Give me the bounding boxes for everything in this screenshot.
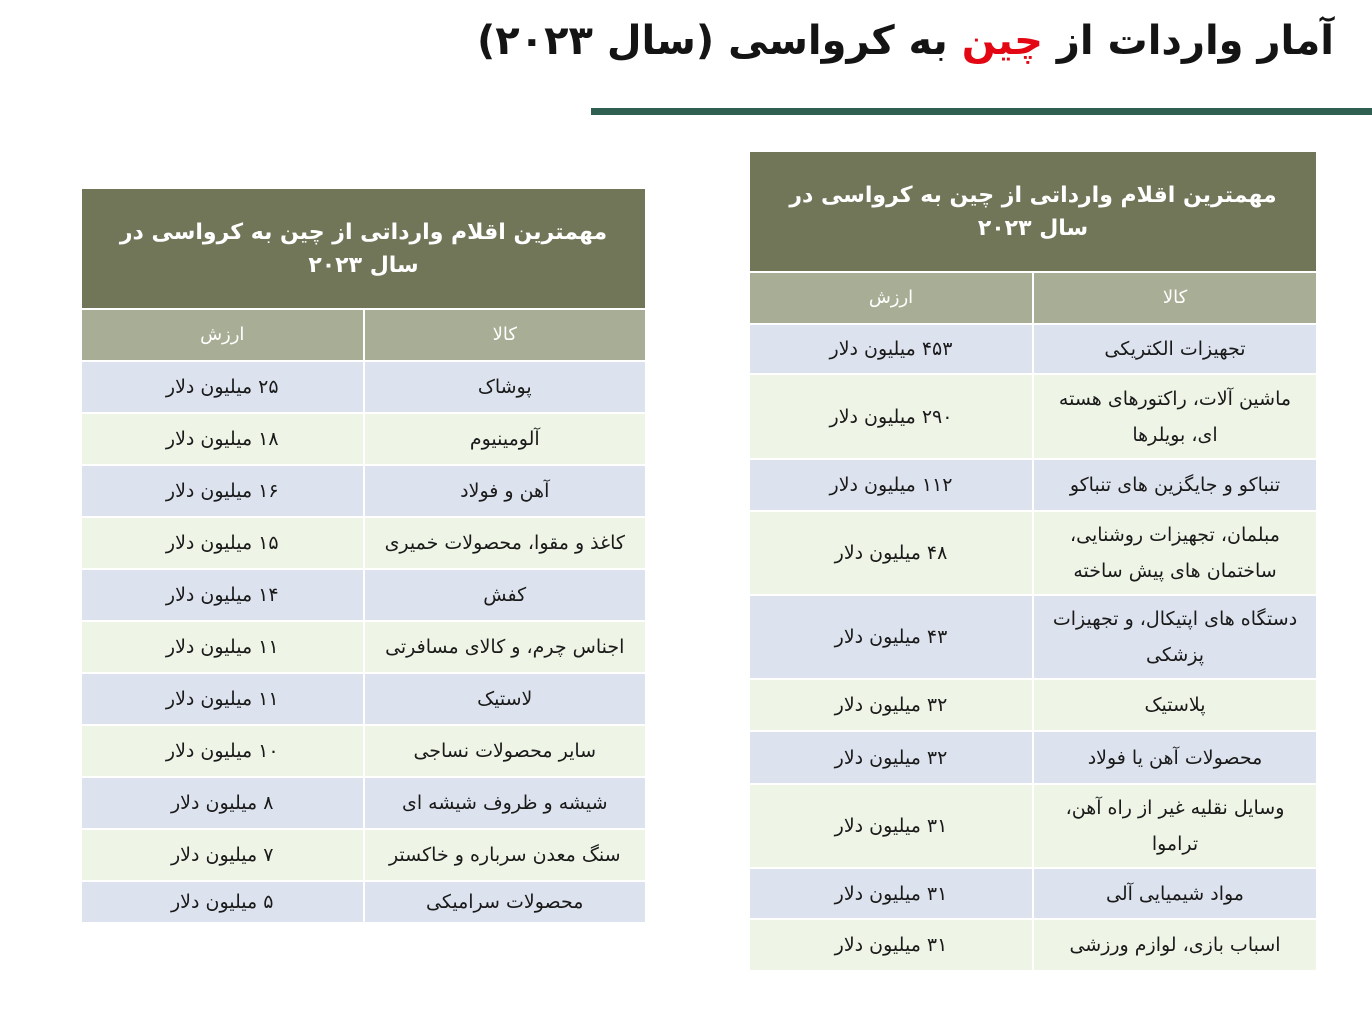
table-row [81,621,646,673]
item-cell: محصولات آهن یا فولاد [1033,731,1317,784]
table-row [749,511,1317,595]
item-cell: کاغذ و مقوا، محصولات خمیری [364,517,647,569]
value-cell: ۱۴ میلیون دلار [81,569,364,621]
item-cell: لاستیک [364,673,647,725]
title-accent: چین [961,18,1043,64]
value-cell: ۳۱ میلیون دلار [749,868,1033,919]
value-cell: ۱۱ میلیون دلار [81,621,364,673]
table-row [749,324,1317,374]
value-cell: ۱۰ میلیون دلار [81,725,364,777]
title-divider [591,108,1372,115]
table-row [81,465,646,517]
value-cell: ۷ میلیون دلار [81,829,364,881]
item-cell: تنباکو و جایگزین های تنباکو [1033,459,1317,511]
title-part1: آمار واردات از [1042,18,1334,64]
value-cell: ۳۲ میلیون دلار [749,731,1033,784]
item-cell: پوشاک [364,361,647,413]
table-row [749,374,1317,459]
table-row [81,881,646,923]
item-cell: سنگ معدن سرباره و خاکستر [364,829,647,881]
table-row [81,673,646,725]
value-cell: ۱۸ میلیون دلار [81,413,364,465]
table-row [749,784,1317,868]
item-cell: محصولات سرامیکی [364,881,647,923]
column-header-item: کالا [1033,272,1317,324]
item-cell: پلاستیک [1033,679,1317,731]
table-row [749,459,1317,511]
table-row [81,517,646,569]
item-cell: مواد شیمیایی آلی [1033,868,1317,919]
item-cell: سایر محصولات نساجی [364,725,647,777]
table-row [81,569,646,621]
item-cell: کفش [364,569,647,621]
value-cell: ۴۸ میلیون دلار [749,511,1033,595]
page-title [477,18,1334,64]
title-part2: به کرواسی (سال ۲۰۲۳) [476,18,962,64]
item-cell: مبلمان، تجهیزات روشنایی، ساختمان های پیش ساخته [1033,511,1317,595]
value-cell: ۱۱۲ میلیون دلار [749,459,1033,511]
top-imports-table-left [80,187,647,924]
value-cell: ۱۵ میلیون دلار [81,517,364,569]
item-cell: اجناس چرم، و کالای مسافرتی [364,621,647,673]
table-row [749,868,1317,919]
table-row [81,725,646,777]
table-row [749,595,1317,679]
item-cell: دستگاه های اپتیکال، و تجهیزات پزشکی [1033,595,1317,679]
table-row [749,679,1317,731]
table-caption: مهمترین اقلام وارداتی از چین به کرواسی در سال ۲۰۲۳ [749,151,1317,272]
top-imports-table-right [748,150,1318,972]
table-row [81,413,646,465]
table-row [749,731,1317,784]
column-header-value: ارزش [749,272,1033,324]
column-header-item: کالا [364,309,647,361]
item-cell: شیشه و ظروف شیشه ای [364,777,647,829]
item-cell: اسباب بازی، لوازم ورزشی [1033,919,1317,971]
item-cell: ماشین آلات، راکتورهای هسته ای، بویلرها [1033,374,1317,459]
column-header-value: ارزش [81,309,364,361]
value-cell: ۱۶ میلیون دلار [81,465,364,517]
value-cell: ۱۱ میلیون دلار [81,673,364,725]
value-cell: ۴۳ میلیون دلار [749,595,1033,679]
item-cell: تجهیزات الکتریکی [1033,324,1317,374]
table-caption: مهمترین اقلام وارداتی از چین به کرواسی در سال ۲۰۲۳ [81,188,646,309]
value-cell: ۲۵ میلیون دلار [81,361,364,413]
table-row [749,919,1317,971]
value-cell: ۸ میلیون دلار [81,777,364,829]
item-cell: آلومینیوم [364,413,647,465]
value-cell: ۵ میلیون دلار [81,881,364,923]
value-cell: ۳۲ میلیون دلار [749,679,1033,731]
item-cell: آهن و فولاد [364,465,647,517]
item-cell: وسایل نقلیه غیر از راه آهن، تراموا [1033,784,1317,868]
value-cell: ۳۱ میلیون دلار [749,784,1033,868]
table-row [81,361,646,413]
value-cell: ۳۱ میلیون دلار [749,919,1033,971]
table-row [81,829,646,881]
table-row [81,777,646,829]
value-cell: ۲۹۰ میلیون دلار [749,374,1033,459]
value-cell: ۴۵۳ میلیون دلار [749,324,1033,374]
